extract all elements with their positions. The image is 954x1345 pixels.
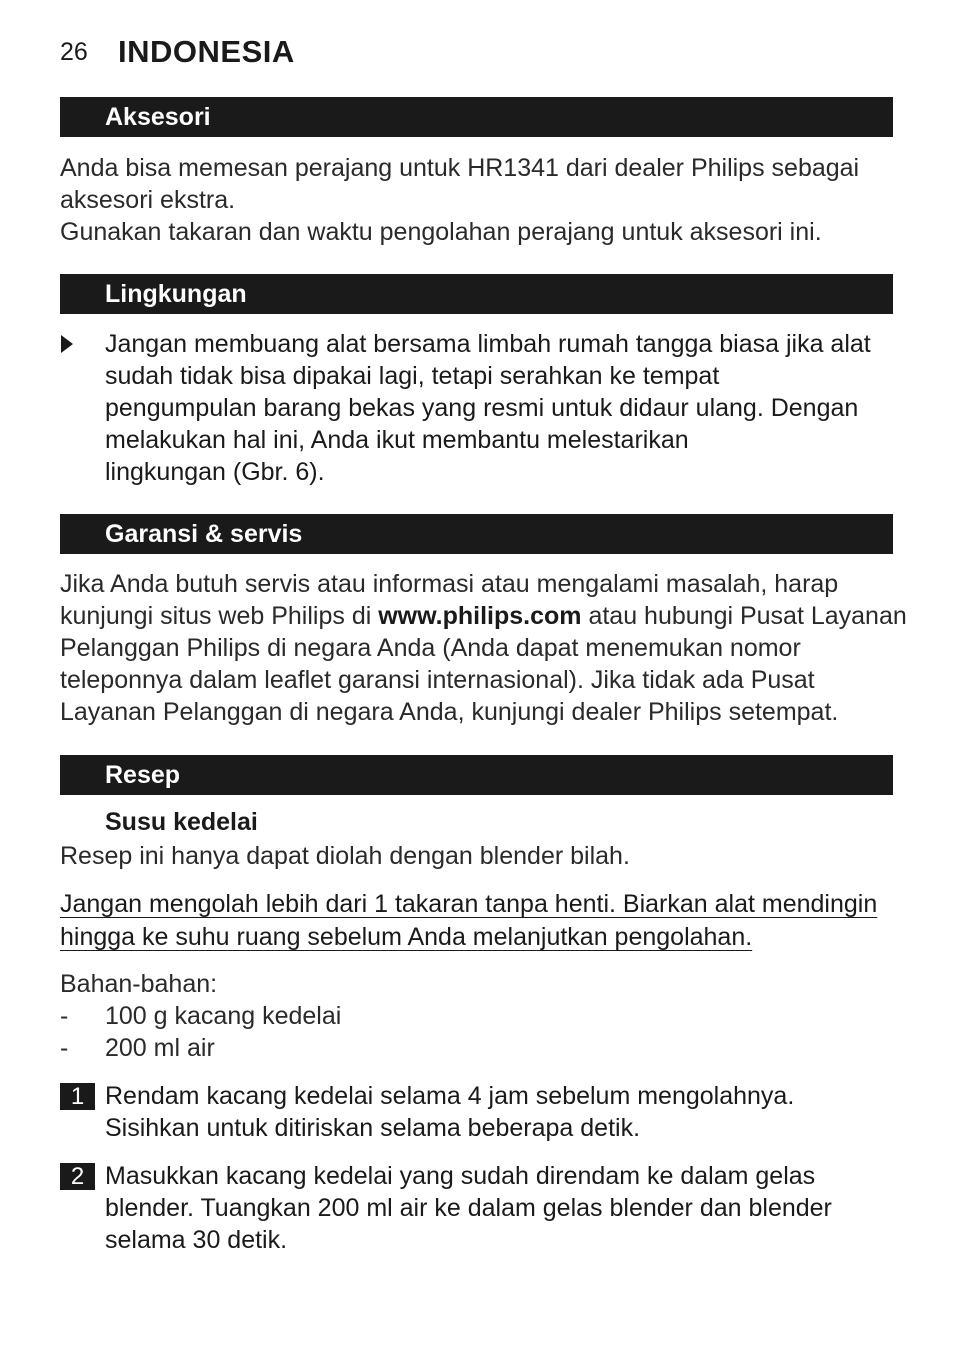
lingkungan-line: melakukan hal ini, Anda ikut membantu melestarikan: [105, 426, 689, 454]
section-heading-aksesori: Aksesori: [60, 97, 893, 137]
recipe-intro: [60, 840, 900, 872]
section-heading-resep: Resep: [60, 755, 893, 795]
ingredients-label: [60, 968, 900, 1000]
garansi-text: atau hubungi Pusat Layanan: [581, 602, 907, 630]
lingkungan-line: Jangan membuang alat bersama limbah rumah tangga biasa jika alat: [105, 330, 871, 358]
step-text: [105, 1160, 905, 1256]
list-dash: -: [60, 1034, 69, 1062]
warning-line: hingga ke suhu ruang sebelum Anda melanjutkan pengolahan.: [60, 923, 753, 951]
warning-line: Jangan mengolah lebih dari 1 takaran tanpa henti. Biarkan alat mendingin: [60, 890, 878, 918]
lingkungan-line: lingkungan (Gbr. 6).: [105, 458, 325, 486]
ingredient-text: 100 g kacang kedelai: [105, 1002, 342, 1030]
recipe-intro-line: Resep ini hanya dapat diolah dengan blender bilah.: [60, 842, 630, 870]
page-number: 26: [60, 38, 88, 66]
garansi-line: teleponnya dalam leaflet garansi internasional). Jika tidak ada Pusat: [60, 666, 815, 694]
garansi-body: [60, 568, 907, 728]
lingkungan-line: pengumpulan barang bekas yang resmi untuk didaur ulang. Dengan: [105, 394, 859, 422]
ingredients-label-text: Bahan-bahan:: [60, 970, 218, 998]
step-line: Sisihkan untuk ditiriskan selama beberapa detik.: [105, 1114, 641, 1142]
section-heading-lingkungan: Lingkungan: [60, 274, 893, 314]
aksesori-line: Anda bisa memesan perajang untuk HR1341 dari dealer Philips sebagai: [60, 154, 860, 182]
section-heading-garansi: Garansi & servis: [60, 514, 893, 554]
aksesori-line: aksesori ekstra.: [60, 186, 236, 214]
step-text: [105, 1080, 905, 1144]
page-header-title: INDONESIA: [118, 34, 295, 69]
step-line: Masukkan kacang kedelai yang sudah direndam ke dalam gelas: [105, 1162, 816, 1190]
list-dash: -: [60, 1002, 69, 1030]
step-line: Rendam kacang kedelai selama 4 jam sebelum mengolahnya.: [105, 1082, 795, 1110]
aksesori-line: Gunakan takaran dan waktu pengolahan perajang untuk aksesori ini.: [60, 218, 822, 246]
garansi-text: kunjungi situs web Philips di: [60, 602, 379, 630]
garansi-line: Jika Anda butuh servis atau informasi atau mengalami masalah, harap: [60, 570, 839, 598]
garansi-line: Pelanggan Philips di negara Anda (Anda dapat menemukan nomor: [60, 634, 801, 662]
triangle-bullet-icon: [60, 334, 74, 354]
lingkungan-line: sudah tidak bisa dipakai lagi, tetapi serahkan ke tempat: [105, 362, 720, 390]
step-number-badge: 1: [60, 1083, 95, 1110]
lingkungan-body: [105, 328, 905, 488]
garansi-line-with-link: [60, 600, 907, 632]
recipe-warning: [60, 888, 900, 954]
recipe-title: Susu kedelai: [105, 808, 258, 836]
step-line: blender. Tuangkan 200 ml air ke dalam gelas blender dan blender: [105, 1194, 832, 1222]
ingredient-text: 200 ml air: [105, 1034, 215, 1062]
aksesori-body: [60, 152, 900, 248]
garansi-line: Layanan Pelanggan di negara Anda, kunjungi dealer Philips setempat.: [60, 698, 839, 726]
step-line: selama 30 detik.: [105, 1226, 288, 1254]
step-number-badge: 2: [60, 1163, 95, 1190]
philips-website-link[interactable]: www.philips.com: [378, 602, 582, 630]
